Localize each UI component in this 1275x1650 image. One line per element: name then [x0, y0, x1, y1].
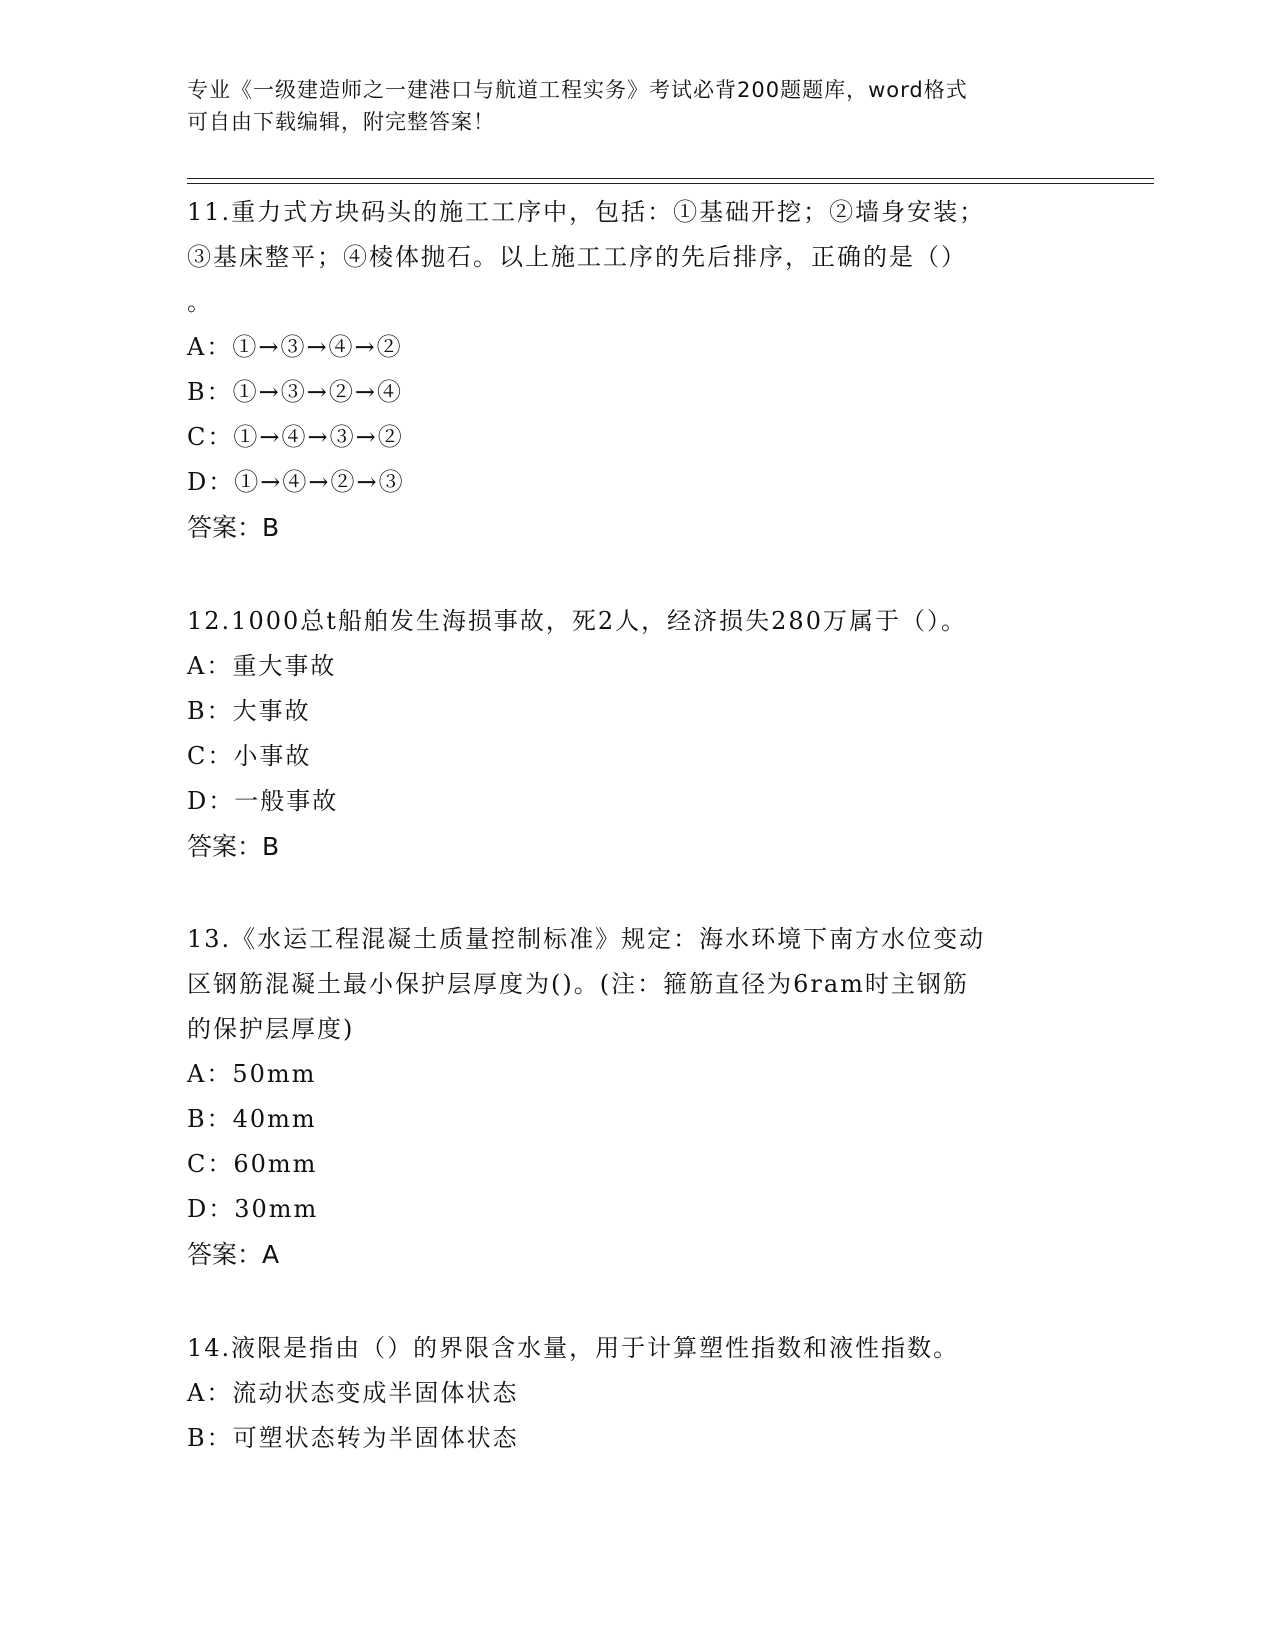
question-stem-line: 区钢筋混凝土最小保护层厚度为()。(注：箍筋直径为6ram时主钢筋	[187, 970, 969, 998]
question-stem-line: 11.重力式方块码头的施工工序中，包括：①基础开挖；②墙身安装；	[187, 198, 986, 226]
document-header	[187, 74, 1087, 138]
question-13	[187, 917, 1087, 1277]
option-a: A：重大事故	[187, 652, 337, 680]
question-stem-line: 的保护层厚度)	[187, 1015, 355, 1043]
option-a: A：50mm	[187, 1060, 317, 1088]
option-d: D：30mm	[187, 1195, 319, 1223]
option-b: B：①→③→②→④	[187, 378, 403, 406]
option-c: C：①→④→③→②	[187, 423, 404, 451]
question-14	[187, 1326, 1087, 1461]
header-line-1: 专业《一级建造师之一建港口与航道工程实务》考试必背200题题库，word格式	[187, 78, 968, 102]
header-line-2: 可自由下载编辑，附完整答案！	[187, 110, 495, 134]
option-c: C：小事故	[187, 742, 312, 770]
option-b: B：大事故	[187, 697, 311, 725]
option-b: B：40mm	[187, 1105, 317, 1133]
answer: 答案：A	[187, 1240, 280, 1269]
option-a: A：流动状态变成半固体状态	[187, 1379, 519, 1407]
option-a: A：①→③→④→②	[187, 333, 403, 361]
question-stem-line: 。	[187, 288, 213, 316]
option-d: D：一般事故	[187, 787, 339, 815]
answer: 答案：B	[187, 513, 280, 542]
answer: 答案：B	[187, 832, 280, 861]
option-d: D：①→④→②→③	[187, 468, 405, 496]
question-11	[187, 190, 1087, 550]
question-stem-line: 14.液限是指由（）的界限含水量，用于计算塑性指数和液性指数。	[187, 1334, 960, 1362]
question-stem-line: ③基床整平；④棱体抛石。以上施工工序的先后排序，正确的是（）	[187, 243, 967, 271]
option-c: C：60mm	[187, 1150, 318, 1178]
option-b: B：可塑状态转为半固体状态	[187, 1424, 519, 1452]
question-stem-line: 12.1000总t船舶发生海损事故，死2人，经济损失280万属于（）。	[187, 607, 967, 635]
header-divider-bottom	[187, 183, 1154, 184]
question-12	[187, 599, 1087, 869]
question-stem-line: 13.《水运工程混凝土质量控制标准》规定：海水环境下南方水位变动	[187, 925, 986, 953]
header-divider-top	[187, 178, 1154, 179]
